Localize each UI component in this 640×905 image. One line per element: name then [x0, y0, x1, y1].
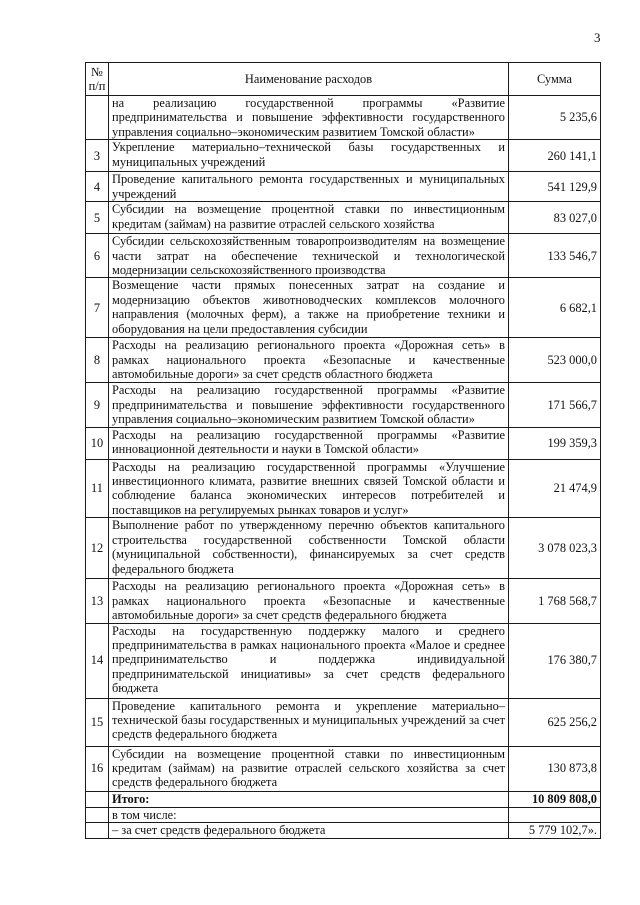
table-row [86, 623, 601, 698]
row-number-cell [86, 96, 109, 140]
table-row [86, 579, 601, 623]
row-number-cell: 13 [86, 579, 109, 623]
expense-name-cell: Субсидии сельскохозяйственным товаропроизводителям на возмещение части затрат на обеспечение технической и технологической модернизации сельскохозяйственного производства [109, 234, 509, 278]
amount-cell: 130 873,8 [509, 746, 601, 791]
expense-name-cell: Субсидии на возмещение процентной ставки по инвестиционным кредитам (займам) на развитие отраслей сельского хозяйства за счет средств федерального бюджета [109, 746, 509, 791]
header-amount: Сумма [509, 63, 601, 96]
amount-cell: 523 000,0 [509, 338, 601, 383]
row-number-cell [86, 807, 109, 822]
table-row [86, 459, 601, 518]
amount-cell [509, 807, 601, 822]
expense-name-cell: Расходы на реализацию государственной программы «Улучшение инвестиционного климата, развитие внешних связей Томской области и соблюдение баланса экономических интересов потребителей и поставщиков на регулируемых рынках товаров и услуг» [109, 459, 509, 518]
expense-name-cell: на реализацию государственной программы «Развитие предпринимательства и повышение эффективности государственного управления социально–экономическим развитием Томской области» [109, 96, 509, 140]
expense-name-cell: Возмещение части прямых понесенных затрат на создание и модернизацию объектов животноводческих комплексов молочного направления (молочных ферм), а также на приобретение техники и оборудования на цели предоставления субсидии [109, 278, 509, 338]
row-number-cell: 16 [86, 746, 109, 791]
total-amount: 10 809 808,0 [509, 791, 601, 807]
expense-name-cell: Укрепление материально–технической базы государственных и муниципальных учреждений [109, 140, 509, 172]
row-number-cell: 11 [86, 459, 109, 518]
table-row [86, 172, 601, 202]
row-number-cell: 5 [86, 202, 109, 234]
total-label: Итого: [109, 791, 509, 807]
expense-name-cell: Проведение капитального ремонта государственных и муниципальных учреждений [109, 172, 509, 202]
row-number-cell: 10 [86, 427, 109, 459]
table-row [86, 427, 601, 459]
table-row [86, 518, 601, 579]
amount-cell: 133 546,7 [509, 234, 601, 278]
table-row [86, 278, 601, 338]
amount-cell: 625 256,2 [509, 698, 601, 746]
row-number-cell: 7 [86, 278, 109, 338]
header-number-line-1: № [91, 64, 103, 79]
amount-cell: 21 474,9 [509, 459, 601, 518]
amount-cell: 5 235,6 [509, 96, 601, 140]
table-row [86, 383, 601, 427]
federal-budget-row [86, 822, 601, 838]
table-row [86, 746, 601, 791]
row-number-cell: 8 [86, 338, 109, 383]
row-number-cell: 6 [86, 234, 109, 278]
expense-name-cell: Проведение капитального ремонта и укрепление материально–технической базы государственных и муниципальных учреждений за счет средств федерального бюджета [109, 698, 509, 746]
expense-name-cell: Субсидии на возмещение процентной ставки по инвестиционным кредитам (займам) на развитие отраслей сельского хозяйства [109, 202, 509, 234]
table-header-row [86, 63, 601, 96]
table-row [86, 202, 601, 234]
row-number-cell: 14 [86, 623, 109, 698]
amount-cell: 176 380,7 [509, 623, 601, 698]
page-number: 3 [594, 30, 601, 45]
expense-name-cell: Расходы на государственную поддержку малого и среднего предпринимательства в рамках национального проекта «Малое и среднее предпринимательство и поддержка индивидуальной предпринимательской инициативы» за счет средств федерального бюджета [109, 623, 509, 698]
amount-cell: 1 768 568,7 [509, 579, 601, 623]
expense-name-cell: Расходы на реализацию регионального проекта «Дорожная сеть» в рамках национального проекта «Безопасные и качественные автомобильные дороги» за счет средств областного бюджета [109, 338, 509, 383]
amount-cell: 6 682,1 [509, 278, 601, 338]
including-label: в том числе: [109, 807, 509, 822]
amount-cell: 541 129,9 [509, 172, 601, 202]
row-number-cell: 15 [86, 698, 109, 746]
expense-name-cell: Расходы на реализацию государственной программы «Развитие предпринимательства и повышение эффективности государственного управления социально–экономическим развитием Томской области» [109, 383, 509, 427]
row-number-cell [86, 791, 109, 807]
expense-name-cell: Расходы на реализацию регионального проекта «Дорожная сеть» в рамках национального проекта «Безопасные и качественные автомобильные дороги» за счет средств федерального бюджета [109, 579, 509, 623]
total-row [86, 791, 601, 807]
row-number-cell [86, 822, 109, 838]
expense-name-cell: Выполнение работ по утвержденному перечню объектов капитального строительства государственной собственности Томской области (муниципальной собственности), финансируемых за счет средств федерального бюджета [109, 518, 509, 579]
row-number-cell: 3 [86, 140, 109, 172]
federal-budget-amount: 5 779 102,7». [509, 822, 601, 838]
federal-budget-label: – за счет средств федерального бюджета [109, 822, 509, 838]
amount-cell: 83 027,0 [509, 202, 601, 234]
row-number-cell: 4 [86, 172, 109, 202]
expenses-table [85, 62, 601, 839]
amount-cell: 3 078 023,3 [509, 518, 601, 579]
including-row [86, 807, 601, 822]
header-expense-name: Наименование расходов [109, 63, 509, 96]
table-row [86, 338, 601, 383]
table-row [86, 140, 601, 172]
table-row [86, 234, 601, 278]
header-number-line-2: п/п [88, 79, 106, 93]
row-number-cell: 12 [86, 518, 109, 579]
amount-cell: 260 141,1 [509, 140, 601, 172]
table-row [86, 698, 601, 746]
amount-cell: 171 566,7 [509, 383, 601, 427]
expense-name-cell: Расходы на реализацию государственной программы «Развитие инновационной деятельности и науки в Томской области» [109, 427, 509, 459]
table-row [86, 96, 601, 140]
amount-cell: 199 359,3 [509, 427, 601, 459]
row-number-cell: 9 [86, 383, 109, 427]
header-number [86, 63, 109, 96]
